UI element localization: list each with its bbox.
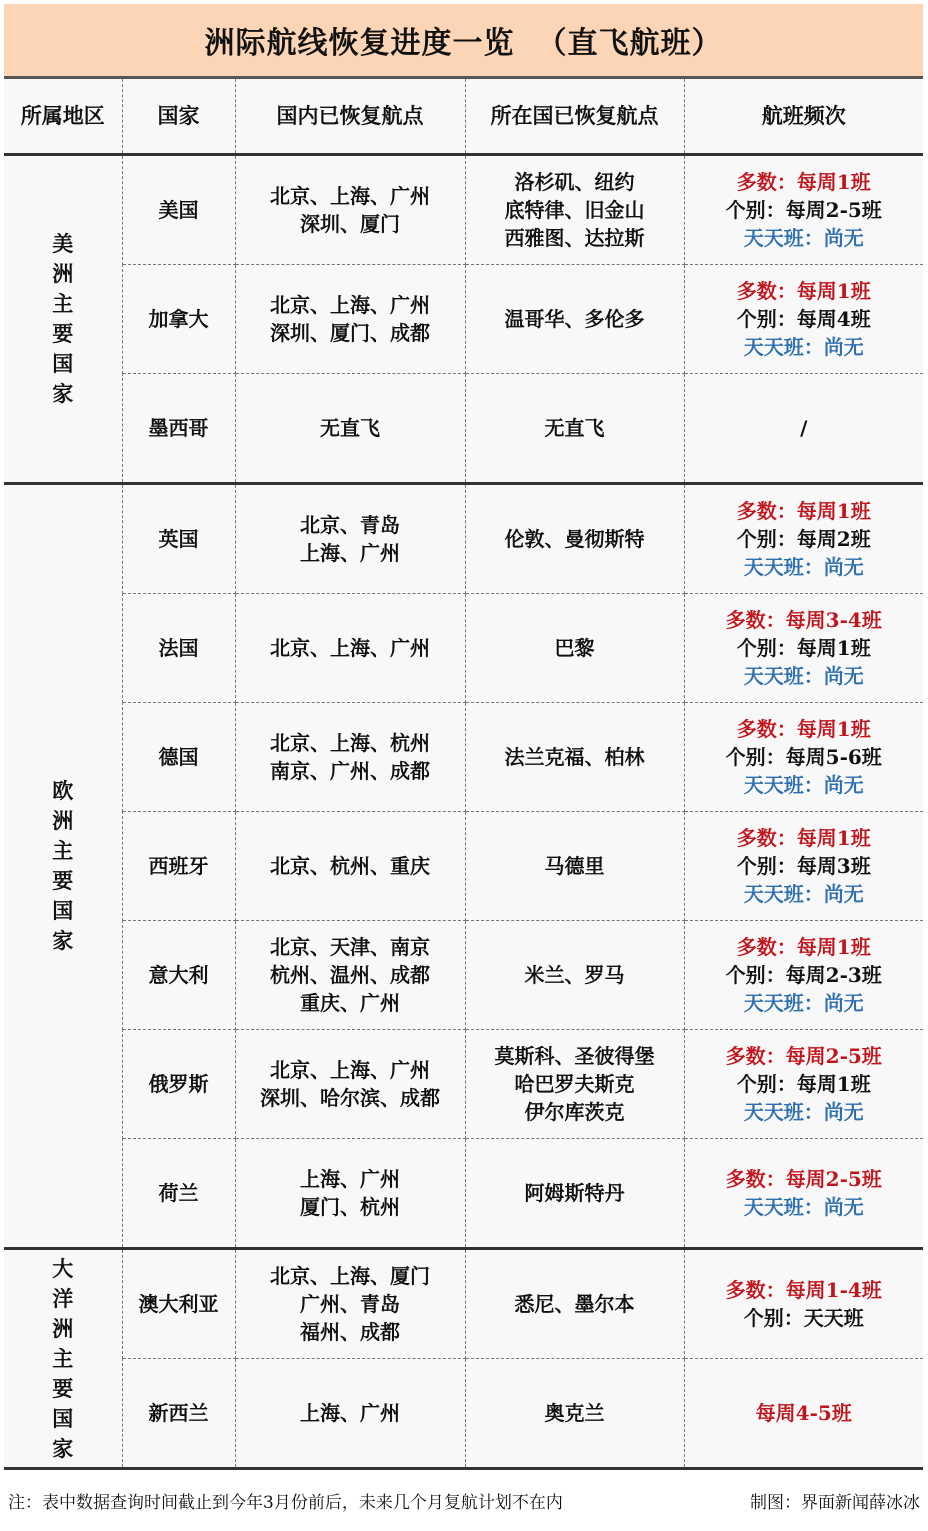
country-cell: 英国 <box>122 484 235 594</box>
foreign-points-cell <box>465 1359 684 1469</box>
frequency-line: 天天班：尚无 <box>743 226 864 250</box>
foreign-points-cell <box>465 374 684 484</box>
point-line: 北京、青岛 <box>300 513 400 537</box>
table-row <box>4 155 923 265</box>
region-cell <box>4 1249 122 1469</box>
domestic-points-cell <box>235 265 465 374</box>
frequency-line: 天天班：尚无 <box>743 991 864 1015</box>
point-line: 北京、上海、广州 <box>270 1058 430 1082</box>
point-line: 上海、广州 <box>300 541 400 565</box>
frequency-line: / <box>800 416 808 440</box>
footnote-credit: 制图：界面新闻薛冰冰 <box>750 1493 920 1513</box>
frequency-cell <box>684 1359 923 1469</box>
route-table <box>4 79 923 1470</box>
table-row <box>4 1030 923 1139</box>
table-body <box>4 155 923 1469</box>
frequency-line: 个别：每周2-5班 <box>725 198 882 222</box>
point-line: 上海、广州 <box>300 1167 400 1191</box>
footnote-note: 注：表中数据查询时间截止到今年3月份前后，未来几个月复航计划不在内 <box>8 1493 563 1513</box>
point-line: 莫斯科、圣彼得堡 <box>494 1044 655 1068</box>
point-line: 深圳、哈尔滨、成都 <box>260 1086 440 1110</box>
header-region: 所属地区 <box>4 79 122 155</box>
frequency-line: 个别：每周2班 <box>736 527 871 551</box>
frequency-line: 天天班：尚无 <box>743 1100 864 1124</box>
header-frequency: 航班频次 <box>684 79 923 155</box>
header-domestic-points: 国内已恢复航点 <box>235 79 465 155</box>
frequency-line: 每周4-5班 <box>755 1401 852 1425</box>
country-cell: 法国 <box>122 594 235 703</box>
frequency-line: 个别：天天班 <box>743 1306 864 1330</box>
frequency-cell <box>684 921 923 1030</box>
frequency-line: 个别：每周5-6班 <box>725 745 882 769</box>
point-line: 无直飞 <box>320 416 380 440</box>
frequency-cell <box>684 484 923 594</box>
frequency-line: 多数：每周1-4班 <box>725 1278 882 1302</box>
header-row <box>4 79 923 155</box>
point-line: 奥克兰 <box>544 1401 605 1425</box>
country-cell: 德国 <box>122 703 235 812</box>
region-cell <box>4 155 122 484</box>
frequency-cell <box>684 703 923 812</box>
country-cell: 意大利 <box>122 921 235 1030</box>
frequency-line: 多数：每周2-5班 <box>725 1044 882 1068</box>
point-line: 米兰、罗马 <box>524 963 625 987</box>
frequency-line: 多数：每周1班 <box>736 279 871 303</box>
frequency-cell <box>684 594 923 703</box>
header-foreign-points: 所在国已恢复航点 <box>465 79 684 155</box>
frequency-line: 个别：每周1班 <box>736 1072 871 1096</box>
frequency-cell <box>684 812 923 921</box>
header-country: 国家 <box>122 79 235 155</box>
frequency-line: 个别：每周4班 <box>736 307 871 331</box>
frequency-cell <box>684 1249 923 1359</box>
point-line: 北京、上海、厦门 <box>270 1264 430 1288</box>
country-cell: 西班牙 <box>122 812 235 921</box>
frequency-line: 天天班：尚无 <box>743 882 864 906</box>
frequency-line: 多数：每周1班 <box>736 826 871 850</box>
point-line: 西雅图、达拉斯 <box>504 226 645 250</box>
frequency-cell <box>684 1139 923 1249</box>
domestic-points-cell <box>235 1030 465 1139</box>
page-subtitle: （直飞航班） <box>536 26 723 61</box>
frequency-line: 天天班：尚无 <box>743 664 864 688</box>
foreign-points-cell <box>465 703 684 812</box>
foreign-points-cell <box>465 1030 684 1139</box>
region-cell <box>4 484 122 1249</box>
point-line: 伊尔库茨克 <box>524 1100 625 1124</box>
table-row <box>4 812 923 921</box>
country-cell: 墨西哥 <box>122 374 235 484</box>
point-line: 巴黎 <box>554 636 595 660</box>
country-cell: 俄罗斯 <box>122 1030 235 1139</box>
country-cell: 美国 <box>122 155 235 265</box>
table-row <box>4 1249 923 1359</box>
frequency-line: 天天班：尚无 <box>743 335 864 359</box>
point-line: 阿姆斯特丹 <box>524 1181 625 1205</box>
region-name: 欧洲主要国家 <box>52 778 74 953</box>
frequency-cell <box>684 265 923 374</box>
table-row <box>4 265 923 374</box>
domestic-points-cell <box>235 812 465 921</box>
point-line: 北京、天津、南京 <box>270 935 430 959</box>
frequency-cell <box>684 1030 923 1139</box>
point-line: 无直飞 <box>544 416 605 440</box>
table-row <box>4 594 923 703</box>
point-line: 厦门、杭州 <box>300 1195 400 1219</box>
frequency-line: 多数：每周1班 <box>736 170 871 194</box>
point-line: 洛杉矶、纽约 <box>514 170 635 194</box>
domestic-points-cell <box>235 703 465 812</box>
point-line: 底特律、旧金山 <box>504 198 645 222</box>
frequency-line: 多数：每周1班 <box>736 717 871 741</box>
footnote <box>8 1490 920 1516</box>
point-line: 哈巴罗夫斯克 <box>514 1072 635 1096</box>
frequency-cell <box>684 155 923 265</box>
point-line: 温哥华、多伦多 <box>504 307 645 331</box>
point-line: 伦敦、曼彻斯特 <box>504 527 645 551</box>
foreign-points-cell <box>465 921 684 1030</box>
frequency-line: 天天班：尚无 <box>743 773 864 797</box>
foreign-points-cell <box>465 265 684 374</box>
frequency-line: 个别：每周2-3班 <box>725 963 882 987</box>
frequency-line: 多数：每周3-4班 <box>725 608 882 632</box>
country-cell: 澳大利亚 <box>122 1249 235 1359</box>
frequency-line: 天天班：尚无 <box>743 555 864 579</box>
foreign-points-cell <box>465 484 684 594</box>
point-line: 重庆、广州 <box>300 991 400 1015</box>
foreign-points-cell <box>465 1139 684 1249</box>
foreign-points-cell <box>465 155 684 265</box>
point-line: 福州、成都 <box>300 1320 400 1344</box>
point-line: 北京、上海、广州 <box>270 293 430 317</box>
region-name: 大洋洲主要国家 <box>52 1255 74 1461</box>
point-line: 法兰克福、柏林 <box>504 745 645 769</box>
foreign-points-cell <box>465 812 684 921</box>
point-line: 深圳、厦门 <box>300 212 400 236</box>
region-name: 美洲主要国家 <box>52 231 74 406</box>
domestic-points-cell <box>235 155 465 265</box>
table-row <box>4 484 923 594</box>
domestic-points-cell <box>235 1139 465 1249</box>
table-row <box>4 1139 923 1249</box>
frequency-line: 多数：每周1班 <box>736 935 871 959</box>
point-line: 深圳、厦门、成都 <box>270 321 430 345</box>
domestic-points-cell <box>235 1359 465 1469</box>
point-line: 上海、广州 <box>300 1401 400 1425</box>
domestic-points-cell <box>235 921 465 1030</box>
frequency-line: 多数：每周2-5班 <box>725 1167 882 1191</box>
frequency-line: 个别：每周1班 <box>736 636 871 660</box>
table-row <box>4 1359 923 1469</box>
frequency-line: 个别：每周3班 <box>736 854 871 878</box>
country-cell: 荷兰 <box>122 1139 235 1249</box>
table-row <box>4 374 923 484</box>
foreign-points-cell <box>465 1249 684 1359</box>
country-cell: 加拿大 <box>122 265 235 374</box>
title-bar <box>4 4 923 79</box>
foreign-points-cell <box>465 594 684 703</box>
page-title: 洲际航线恢复进度一览 <box>204 26 515 61</box>
domestic-points-cell <box>235 1249 465 1359</box>
point-line: 北京、上海、杭州 <box>270 731 430 755</box>
point-line: 悉尼、墨尔本 <box>514 1292 635 1316</box>
point-line: 北京、杭州、重庆 <box>270 854 430 878</box>
point-line: 北京、上海、广州 <box>270 184 430 208</box>
point-line: 北京、上海、广州 <box>270 636 430 660</box>
domestic-points-cell <box>235 374 465 484</box>
frequency-cell <box>684 374 923 484</box>
point-line: 广州、青岛 <box>300 1292 400 1316</box>
frequency-line: 多数：每周1班 <box>736 499 871 523</box>
point-line: 马德里 <box>544 854 605 878</box>
table-row <box>4 703 923 812</box>
country-cell: 新西兰 <box>122 1359 235 1469</box>
point-line: 杭州、温州、成都 <box>270 963 430 987</box>
point-line: 南京、广州、成都 <box>270 759 430 783</box>
table-row <box>4 921 923 1030</box>
frequency-line: 天天班：尚无 <box>743 1195 864 1219</box>
domestic-points-cell <box>235 594 465 703</box>
domestic-points-cell <box>235 484 465 594</box>
